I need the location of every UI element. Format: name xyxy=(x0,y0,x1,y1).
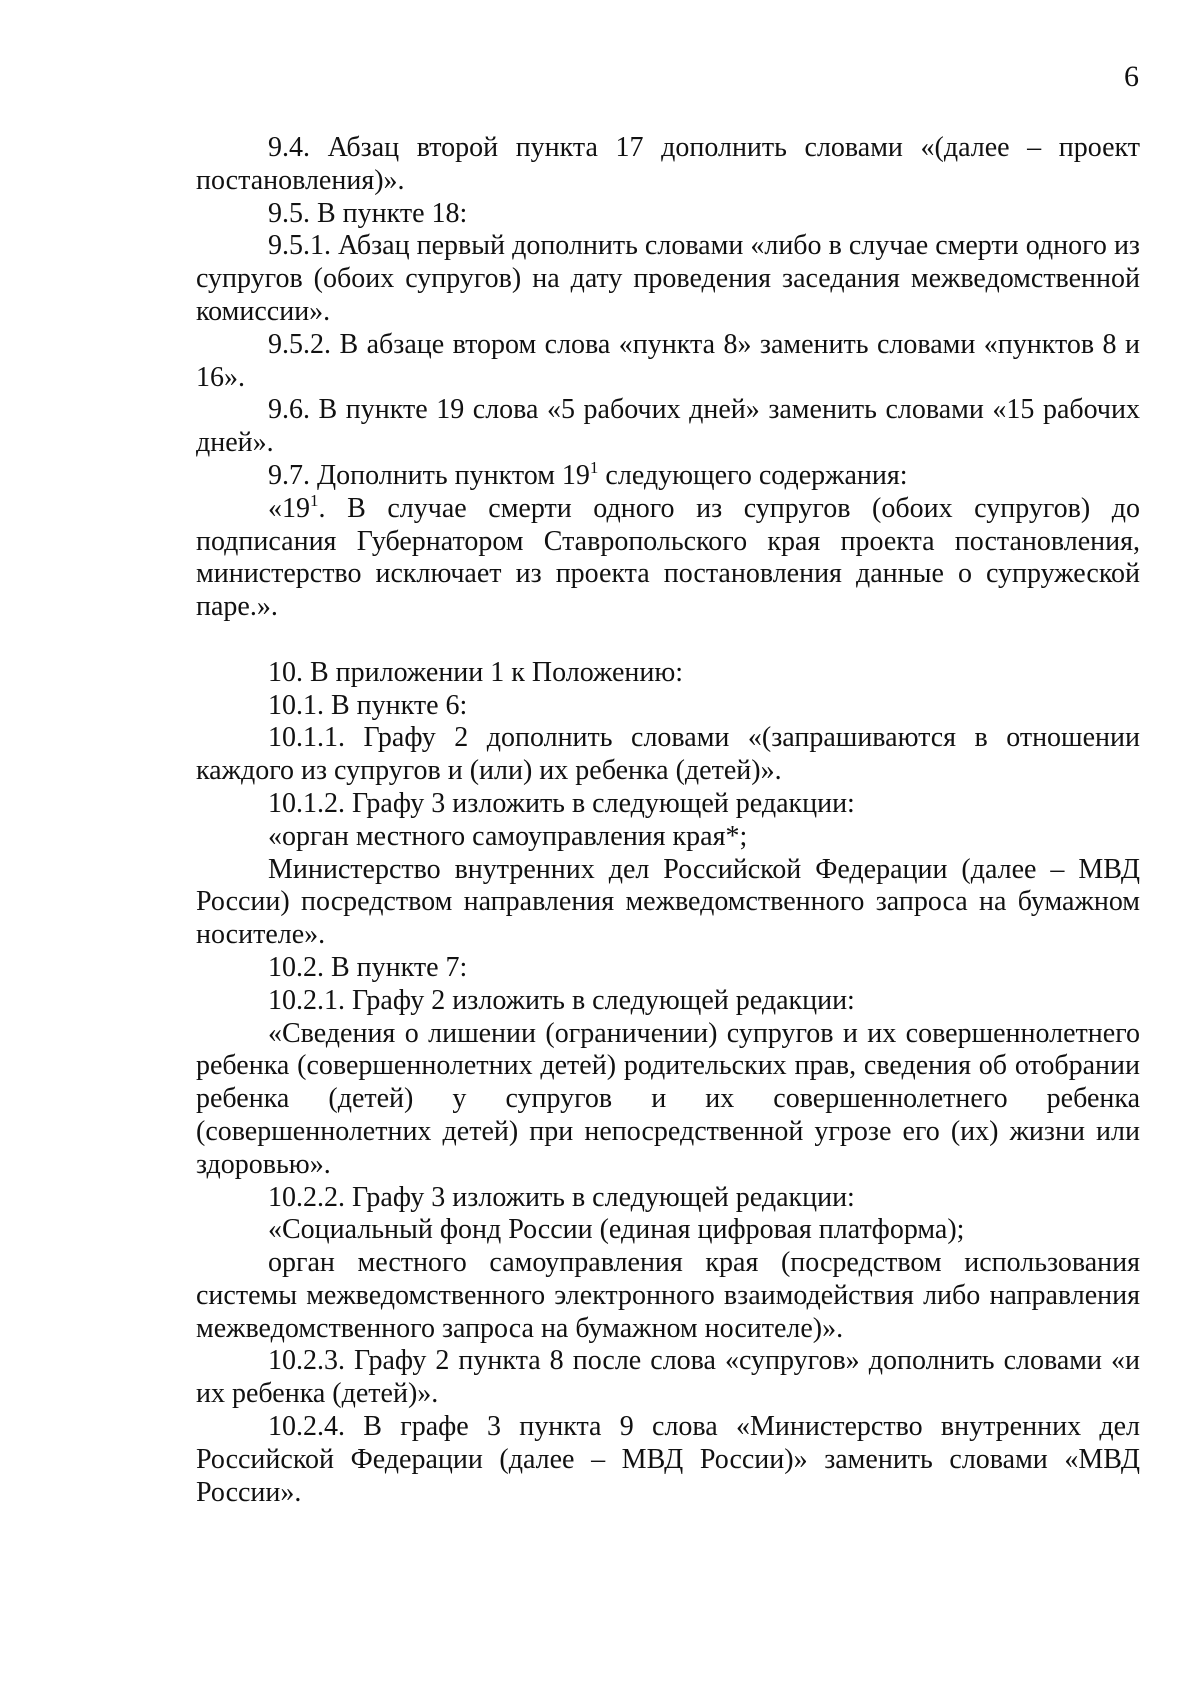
paragraph-quote-local-authority: «орган местного самоуправления края*; xyxy=(268,820,748,852)
document-body xyxy=(196,132,1140,1509)
paragraph-19-1-text-before: «19 xyxy=(268,492,310,524)
paragraph-quote-mvd: Министерство внутренних дел Российской Федерации (далее – МВД России) посредством направления межведомственного запроса на бумажном носителе». xyxy=(196,853,1140,951)
paragraph-9-7-text-before: 9.7. Дополнить пунктом 19 xyxy=(268,459,590,491)
paragraph-9-5-2: 9.5.2. В абзаце втором слова «пункта 8» заменить словами «пунктов 8 и 16». xyxy=(196,328,1140,393)
superscript-index: 1 xyxy=(589,457,599,477)
paragraph-quote-information: «Сведения о лишении (ограничении) супругов и их совершеннолетнего ребенка (совершеннолетних детей) родительских прав, сведения об отобрании ребенка (детей) у супругов и их совершеннолетнего ребенка (совершеннолетних детей) при непосредственной угрозе его (их) жизни или здоровью». xyxy=(196,1017,1140,1180)
paragraph-9-5: 9.5. В пункте 18: xyxy=(268,197,468,229)
paragraph-9-6: 9.6. В пункте 19 слова «5 рабочих дней» заменить словами «15 рабочих дней». xyxy=(196,394,1140,459)
paragraph-10-2-2: 10.2.2. Графу 3 изложить в следующей редакции: xyxy=(268,1181,855,1213)
superscript-index: 1 xyxy=(310,490,319,510)
paragraph-10-1-2: 10.1.2. Графу 3 изложить в следующей редакции: xyxy=(268,787,855,819)
paragraph-10-2-4: 10.2.4. В графе 3 пункта 9 слова «Министерство внутренних дел Российской Федерации (далее – МВД России)» заменить словами «МВД России». xyxy=(196,1411,1140,1508)
paragraph-10-1-1: 10.1.1. Графу 2 дополнить словами «(запрашиваются в отношении каждого из супругов и (или) их ребенка (детей)». xyxy=(196,722,1140,787)
paragraph-9-7-text-after: следующего содержания: xyxy=(598,459,908,491)
paragraph-quote-local-authority-electronic: орган местного самоуправления края (посредством использования системы межведомственного электронного взаимодействия либо направления межведомственного запроса на бумажном носителе)». xyxy=(196,1247,1140,1344)
paragraph-19-1-text-after: . В случае смерти одного из супругов (обоих супругов) до подписания Губернатором Ставропольского края проекта постановления, министерство исключает из проекта постановления данные о супружеской паре.». xyxy=(196,492,1140,623)
paragraph-10-1: 10.1. В пункте 6: xyxy=(268,689,468,721)
page-number: 6 xyxy=(1124,60,1139,93)
paragraph-9-4: 9.4. Абзац второй пункта 17 дополнить словами «(далее – проект постановления)». xyxy=(196,132,1140,196)
paragraph-10-2-1: 10.2.1. Графу 2 изложить в следующей редакции: xyxy=(268,984,855,1016)
paragraph-10: 10. В приложении 1 к Положению: xyxy=(268,656,684,688)
paragraph-10-2-3: 10.2.3. Графу 2 пункта 8 после слова «супругов» дополнить словами «и их ребенка (детей)». xyxy=(196,1345,1140,1410)
paragraph-9-5-1: 9.5.1. Абзац первый дополнить словами «либо в случае смерти одного из супругов (обоих супругов) на дату проведения заседания межведомственной комиссии». xyxy=(196,230,1140,327)
paragraph-9-7 xyxy=(196,457,1140,493)
paragraph-quote-social-fund: «Социальный фонд России (единая цифровая платформа); xyxy=(268,1214,965,1246)
paragraph-19-1-quote xyxy=(196,490,1140,624)
paragraph-10-2: 10.2. В пункте 7: xyxy=(268,951,468,983)
